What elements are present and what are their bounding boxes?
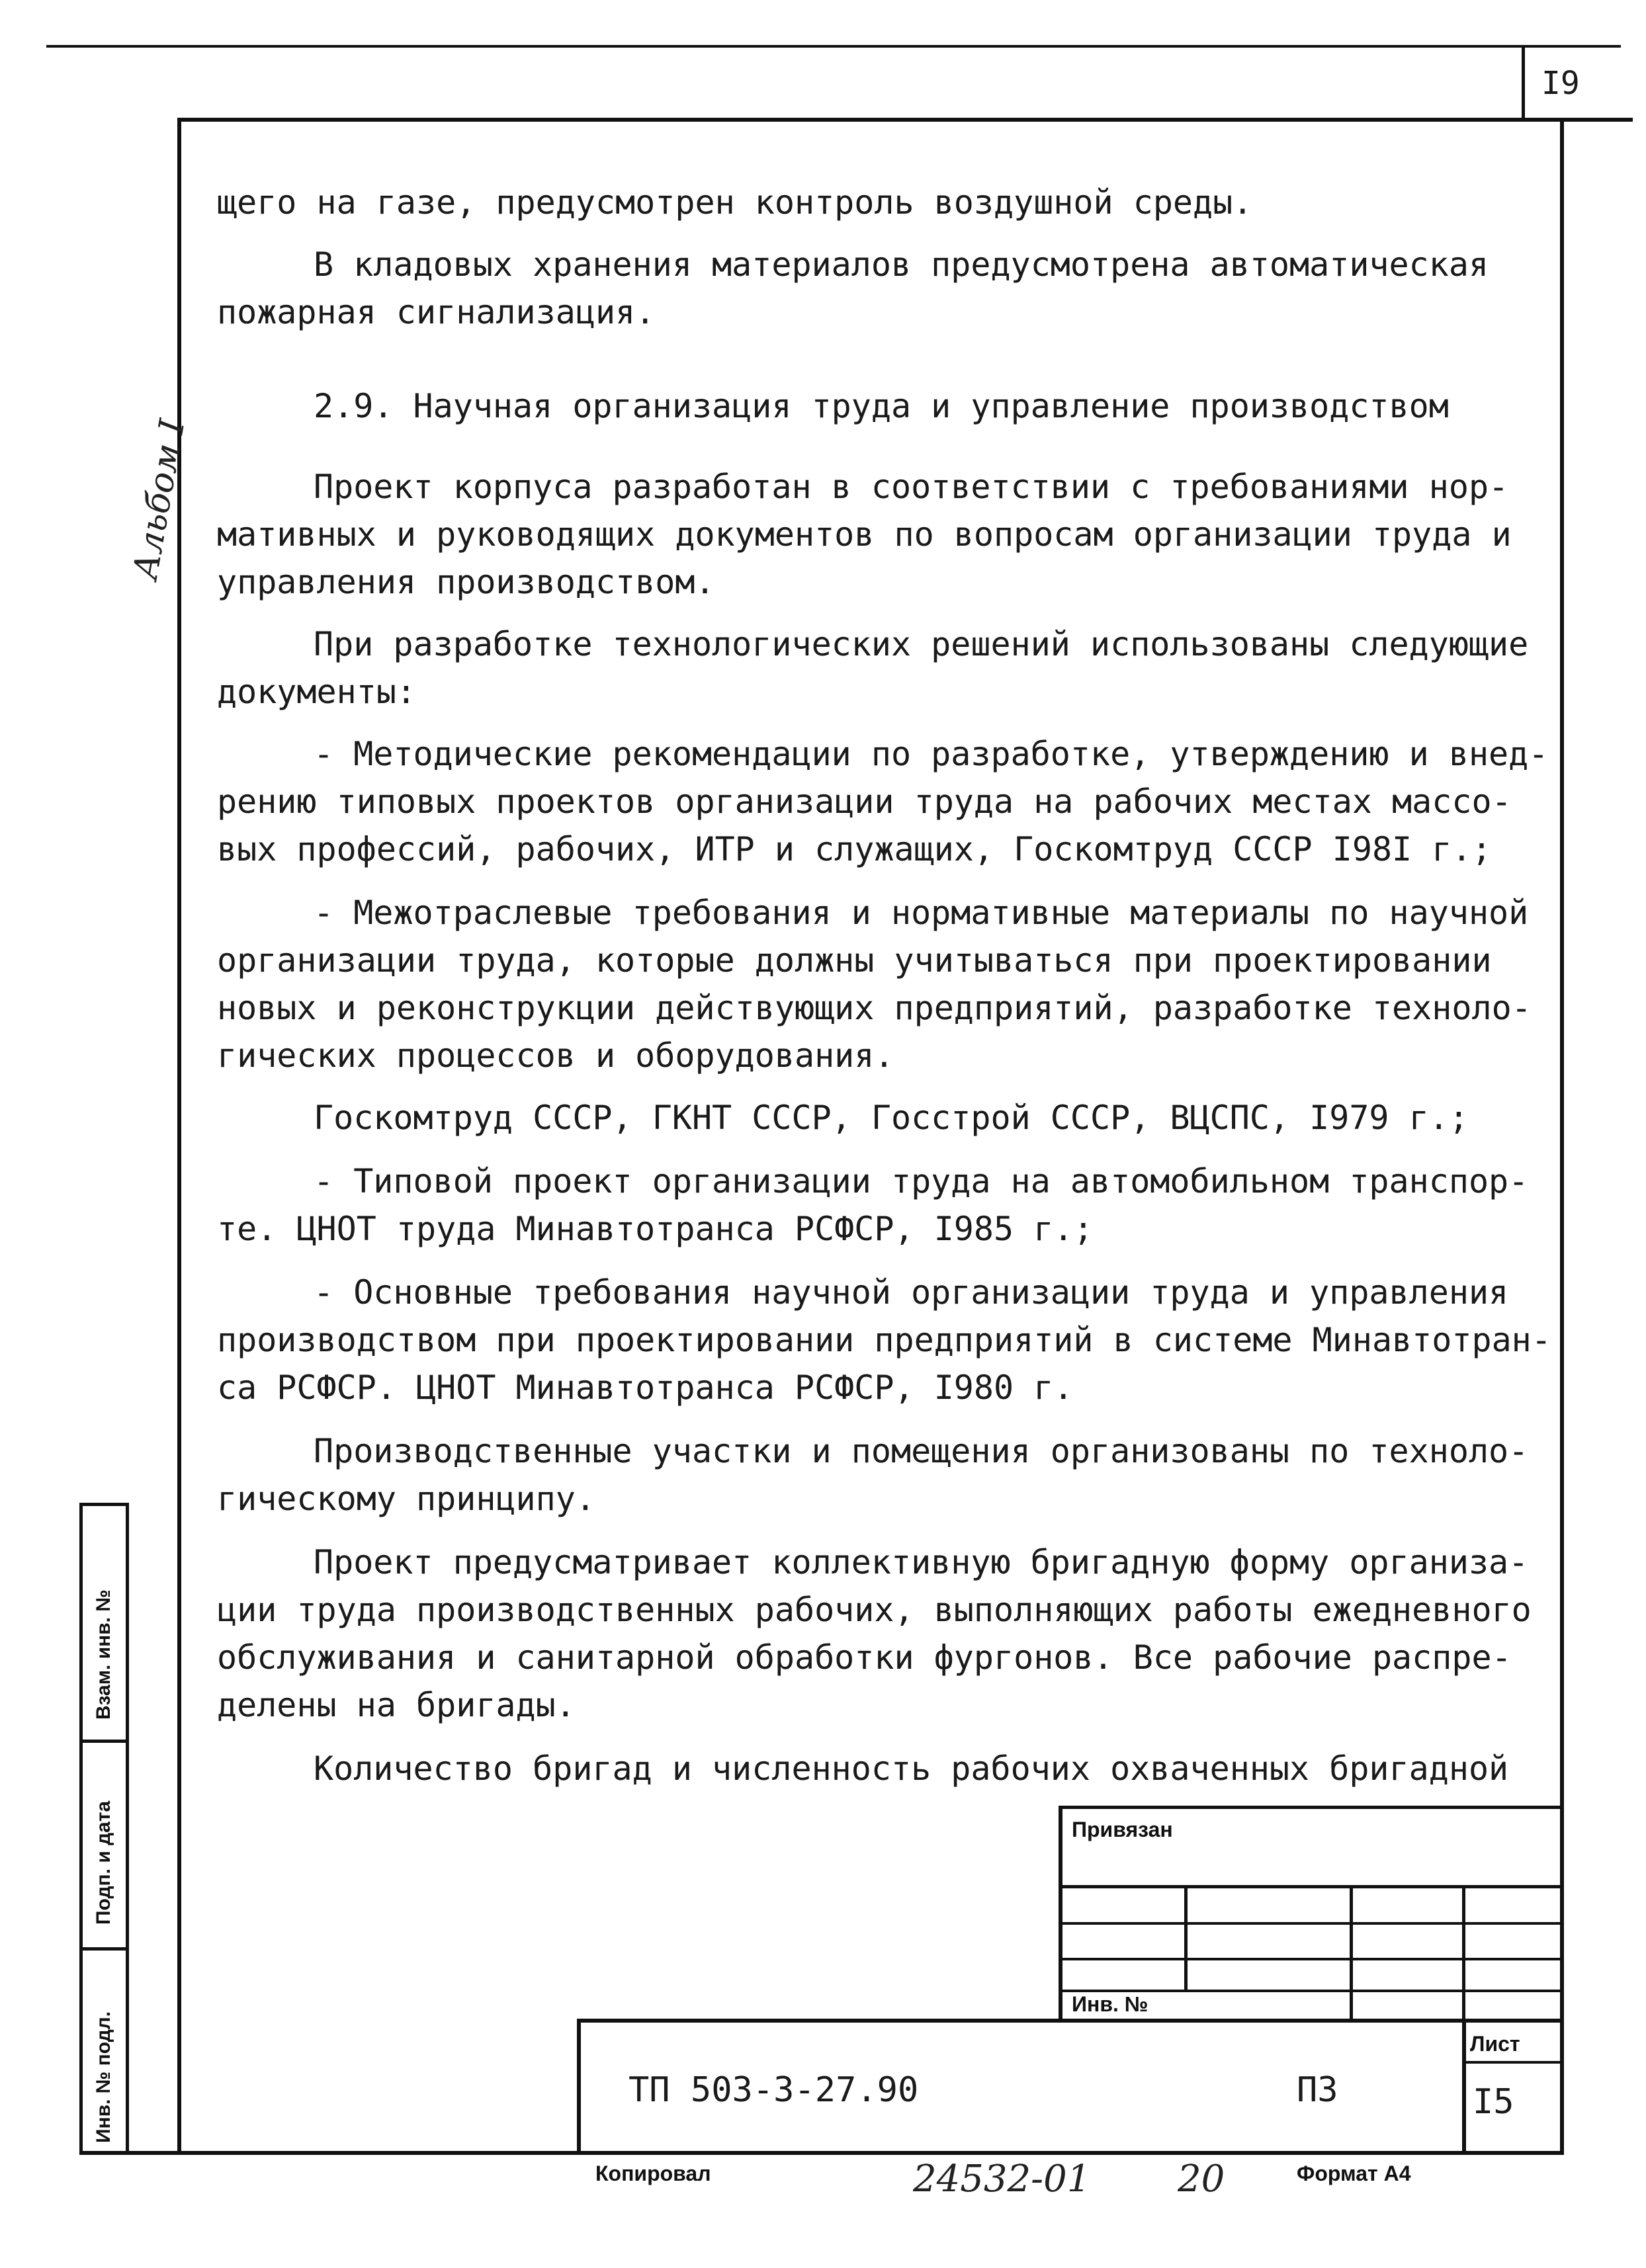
paragraph-line: гических процессов и оборудования. xyxy=(217,1036,894,1075)
paragraph-line: При разработке технологических решений использованы следующие xyxy=(314,625,1529,663)
document-code: ТП 503-3-27.90 xyxy=(628,2070,919,2110)
paragraph-line: щего на газе, предусмотрен контроль воздушной среды. xyxy=(217,183,1253,222)
paragraph-line: - Межотраслевые требования и нормативные материалы по научной xyxy=(314,894,1529,932)
privyazan-label: Привязан xyxy=(1072,1818,1173,1841)
frame-bottom xyxy=(79,2151,1564,2155)
paragraph-line: - Основные требования научной организации труда и управления xyxy=(314,1273,1509,1312)
paragraph-line: В кладовых хранения материалов предусмотрена автоматическая xyxy=(314,245,1489,284)
list-label: Лист xyxy=(1470,2032,1520,2056)
document-body xyxy=(217,0,1553,1826)
paragraph-line: обслуживания и санитарной обработки фургонов. Все рабочие распре- xyxy=(217,1638,1512,1677)
format-label: Формат А4 xyxy=(1297,2162,1411,2185)
paragraph-line: пожарная сигнализация. xyxy=(217,293,656,331)
paragraph-line: управления производством. xyxy=(217,563,715,601)
podp-data-label: Подп. и дата xyxy=(93,1800,114,1925)
vzam-inv-label: Взам. инв. № xyxy=(93,1589,114,1720)
paragraph-line: - Типовой проект организации труда на автомобильном транспор- xyxy=(314,1162,1529,1200)
paragraph-line: те. ЦНОТ труда Минавтотранса РСФСР, I985 г.; xyxy=(217,1210,1094,1248)
paragraph-line: вых профессий, рабочих, ИТР и служащих, Госкомтруд СССР I98I г.; xyxy=(217,830,1492,868)
inv-podl-label: Инв. № подл. xyxy=(93,2011,114,2143)
paragraph-line: новых и реконструкции действующих предприятий, разработке техноло- xyxy=(217,989,1532,1027)
paragraph-line: Проект корпуса разработан в соответствии с требованиями нор- xyxy=(314,468,1509,506)
paragraph-line: организации труда, которые должны учитываться при проектировании xyxy=(217,941,1492,980)
paragraph-line: делены на бригады. xyxy=(217,1686,576,1724)
frame-right xyxy=(1560,118,1564,2155)
paragraph-line: документы: xyxy=(217,673,417,711)
page-number: I9 xyxy=(1541,65,1580,102)
kopiroval-label: Копировал xyxy=(595,2162,711,2185)
section-heading: 2.9. Научная организация труда и управление производством xyxy=(314,387,1449,425)
order-number: 24532-01 xyxy=(913,2158,1091,2201)
paragraph-line: производством при проектировании предприятий в системе Минавтотран- xyxy=(217,1321,1551,1359)
paragraph-line: мативных и руководящих документов по вопросам организации труда и xyxy=(217,515,1512,554)
paragraph-line: гическому принципу. xyxy=(217,1480,595,1518)
sheet-number: I5 xyxy=(1473,2082,1514,2122)
paragraph-line: Госкомтруд СССР, ГКНТ СССР, Госстрой СССР, ВЦСПС, I979 г.; xyxy=(314,1099,1469,1137)
inv-no-label: Инв. № xyxy=(1072,1992,1148,2016)
paragraph-line: Производственные участки и помещения организованы по техноло- xyxy=(314,1432,1529,1470)
paragraph-line: - Методические рекомендации по разработке, утверждению и внед- xyxy=(314,735,1549,773)
section-code: ПЗ xyxy=(1297,2070,1338,2110)
copy-number: 20 xyxy=(1178,2158,1225,2201)
paragraph-line: Количество бригад и численность рабочих охваченных бригадной xyxy=(314,1749,1509,1788)
paragraph-line: са РСФСР. ЦНОТ Минавтотранса РСФСР, I980 г. xyxy=(217,1368,1074,1407)
side-note: Альбом I xyxy=(126,416,193,583)
paragraph-line: ции труда производственных рабочих, выполняющих работы ежедневного xyxy=(217,1591,1532,1629)
paragraph-line: рению типовых проектов организации труда на рабочих местах массо- xyxy=(217,782,1512,821)
paragraph-line: Проект предусматривает коллективную бригадную форму организа- xyxy=(314,1543,1529,1581)
